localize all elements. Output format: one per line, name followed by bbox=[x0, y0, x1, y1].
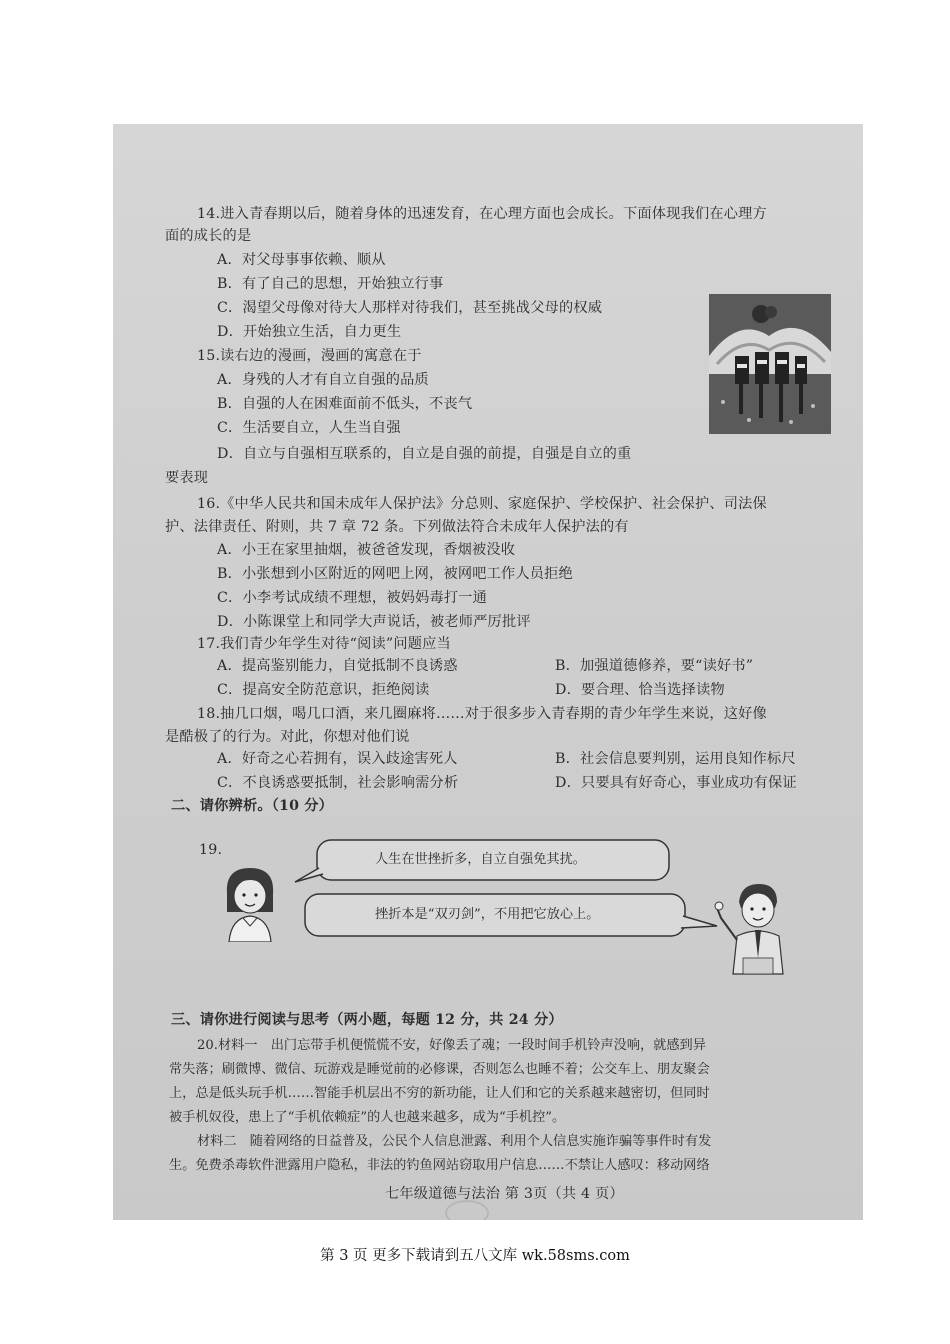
q20-line4: 被手机奴役，患上了“手机依赖症”的人也越来越多，成为“手机控”。 bbox=[169, 1110, 566, 1125]
q20-line5: 材料二 随着网络的日益普及，公民个人信息泄露、利用个人信息实施诈骗等事件时有发 bbox=[197, 1134, 712, 1149]
q14-stem-line1: 14.进入青春期以后，随着身体的迅速发育，在心理方面也会成长。下面体现我们在心理方 bbox=[197, 206, 767, 222]
q20-line1: 20.材料一 出门忘带手机便慌慌不安，好像丢了魂；一段时间手机铃声没响，就感到异 bbox=[197, 1038, 706, 1053]
q17-option-d: D．要合理、恰当选择读物 bbox=[555, 682, 725, 698]
q16-option-c: C．小李考试成绩不理想，被妈妈毒打一通 bbox=[217, 590, 488, 606]
section2-heading: 二、请你辨析。（10 分） bbox=[171, 798, 334, 814]
q16-stem-line2: 护、法律责任、附则，共 7 章 72 条。下列做法符合未成年人保护法的有 bbox=[165, 519, 629, 535]
q16-option-d: D．小陈课堂上和同学大声说话，被老师严厉批评 bbox=[217, 614, 531, 630]
q15-option-d-line1: D．自立与自强相互联系的，自立是自强的前提，自强是自立的重 bbox=[217, 446, 632, 462]
watermark-mark bbox=[445, 1200, 489, 1220]
q17-option-c: C．提高安全防范意识，拒绝阅读 bbox=[217, 682, 430, 698]
q16-stem-line1: 16.《中华人民共和国未成年人保护法》分总则、家庭保护、学校保护、社会保护、司法保 bbox=[197, 496, 767, 512]
q20-line2: 常失落；刷微博、微信、玩游戏是睡觉前的必修课，否则怎么也睡不着；公交车上、朋友聚会 bbox=[169, 1062, 710, 1077]
q17-option-a: A．提高鉴别能力，自觉抵制不良诱惑 bbox=[217, 658, 458, 674]
q18-stem-line1: 18.抽几口烟，喝几口酒，来几圈麻将……对于很多步入青春期的青少年学生来说，这好像 bbox=[197, 706, 767, 722]
q20-line3: 上，总是低头玩手机……智能手机层出不穷的新功能，让人们和它的关系越来越密切，但同时 bbox=[169, 1086, 710, 1101]
q14-option-d: D．开始独立生活，自力更生 bbox=[217, 324, 402, 340]
q19-bubble2-text: 挫折本是“双刃剑”，不用把它放心上。 bbox=[375, 907, 600, 922]
section3-heading: 三、请你进行阅读与思考（两小题，每题 12 分，共 24 分） bbox=[171, 1012, 563, 1028]
q18-option-c: C．不良诱惑要抵制，社会影响需分析 bbox=[217, 775, 459, 791]
q16-option-b: B．小张想到小区附近的网吧上网，被网吧工作人员拒绝 bbox=[217, 566, 573, 582]
q17-option-b: B．加强道德修养，要“读好书” bbox=[555, 658, 754, 674]
q19-bubble1-text: 人生在世挫折多，自立自强免其扰。 bbox=[375, 852, 586, 867]
q15-stem: 15.读右边的漫画，漫画的寓意在于 bbox=[197, 348, 422, 364]
q15-option-c: C．生活要自立，人生当自强 bbox=[217, 420, 401, 436]
boy-figure-icon bbox=[713, 878, 803, 978]
document-caption: 第 3 页 更多下载请到五八文库 wk.58sms.com bbox=[320, 1248, 630, 1264]
q19-number: 19. bbox=[199, 842, 223, 858]
q15-cartoon-image bbox=[709, 294, 831, 434]
q18-option-d: D．只要具有好奇心，事业成功有保证 bbox=[555, 775, 797, 791]
q14-stem-line2: 面的成长的是 bbox=[165, 228, 252, 244]
q14-option-b: B．有了自己的思想，开始独立行事 bbox=[217, 276, 444, 292]
q15-option-a: A．身残的人才有自立自强的品质 bbox=[217, 372, 429, 388]
q17-stem: 17.我们青少年学生对待“阅读”问题应当 bbox=[197, 636, 451, 652]
q19-dialogue-bubbles bbox=[213, 824, 773, 954]
q14-option-c: C．渴望父母像对待大人那样对待我们，甚至挑战父母的权威 bbox=[217, 300, 603, 316]
exam-page-footer: 七年级道德与法治 第 3页（共 4 页） bbox=[385, 1186, 624, 1202]
exam-page-photo bbox=[113, 124, 863, 1220]
q15-option-d-line2: 要表现 bbox=[165, 470, 209, 486]
q20-line6: 生。免费杀毒软件泄露用户隐私，非法的钓鱼网站窃取用户信息……不禁让人感叹：移动网络 bbox=[169, 1158, 710, 1173]
girl-figure-icon bbox=[217, 864, 283, 942]
q15-option-b: B．自强的人在困难面前不低头，不丧气 bbox=[217, 396, 473, 412]
q18-stem-line2: 是酷极了的行为。对此，你想对他们说 bbox=[165, 729, 410, 745]
q16-option-a: A．小王在家里抽烟，被爸爸发现，香烟被没收 bbox=[217, 542, 516, 558]
q14-option-a: A．对父母事事依赖、顺从 bbox=[217, 252, 386, 268]
q18-option-b: B．社会信息要判别，运用良知作标尺 bbox=[555, 751, 796, 767]
q18-option-a: A．好奇之心若拥有，误入歧途害死人 bbox=[217, 751, 458, 767]
